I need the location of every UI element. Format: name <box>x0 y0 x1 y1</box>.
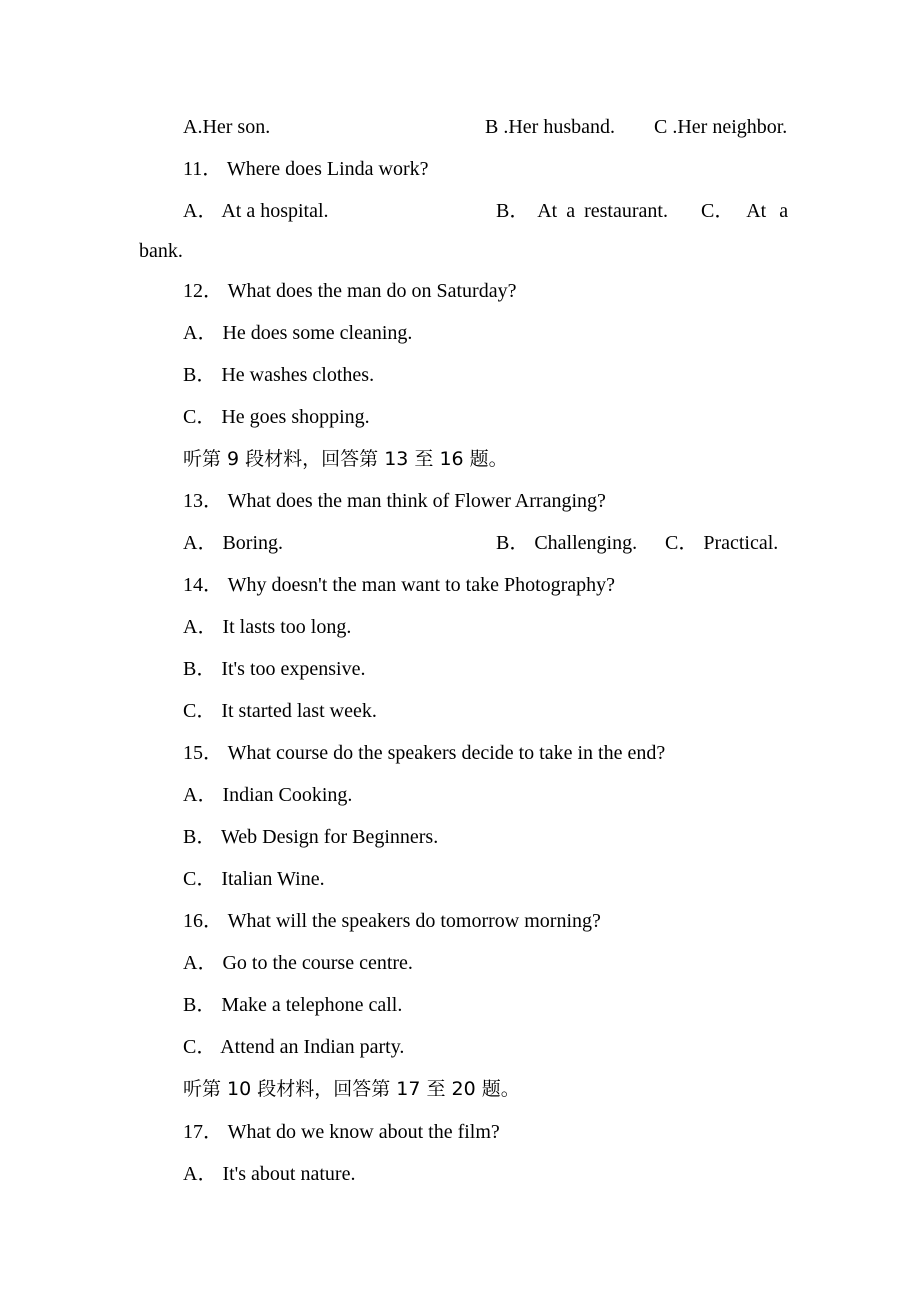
section-instruction-9 <box>0 444 920 474</box>
question-14 <box>0 570 920 600</box>
option-c: C． It started last week. <box>183 700 377 722</box>
question-text: 16． What will the speakers do tomorrow morning? <box>183 910 601 932</box>
option-a: A． It lasts too long. <box>183 616 352 638</box>
option-c: C． At a <box>701 200 789 222</box>
question-16 <box>0 906 920 936</box>
q14-option-b <box>0 654 920 684</box>
question-11 <box>0 154 920 184</box>
q16-option-a <box>0 948 920 978</box>
q10-options <box>0 112 920 142</box>
option-c: C． Italian Wine. <box>183 868 325 890</box>
q12-option-a <box>0 318 920 348</box>
q17-option-a <box>0 1159 920 1189</box>
option-b: B． It's too expensive. <box>183 658 366 680</box>
question-text: 15． What course do the speakers decide to take in the end? <box>183 742 666 764</box>
q13-options <box>0 528 920 558</box>
option-a: A． Indian Cooking. <box>183 784 353 806</box>
q15-option-c <box>0 864 920 894</box>
option-b: B． Make a telephone call. <box>183 994 403 1016</box>
option-b: B． Challenging. <box>496 532 638 554</box>
q15-option-a <box>0 780 920 810</box>
question-text: 14． Why doesn't the man want to take Photography? <box>183 574 616 596</box>
q16-option-b <box>0 990 920 1020</box>
option-c-wrap: bank. <box>139 240 183 262</box>
option-b: B． He washes clothes. <box>183 364 375 386</box>
question-13 <box>0 486 920 516</box>
option-b: B． At a restaurant. <box>496 200 668 222</box>
q12-option-b <box>0 360 920 390</box>
option-a: A． Boring. <box>183 532 283 554</box>
q16-option-c <box>0 1032 920 1062</box>
question-12 <box>0 276 920 306</box>
q12-option-c <box>0 402 920 432</box>
option-a: A． He does some cleaning. <box>183 322 413 344</box>
question-text: 11． Where does Linda work? <box>183 158 429 180</box>
question-text: 13． What does the man think of Flower Arranging? <box>183 490 606 512</box>
section-instruction-10 <box>0 1074 920 1104</box>
option-a: A． Go to the course centre. <box>183 952 413 974</box>
q14-option-a <box>0 612 920 642</box>
option-c: C .Her neighbor. <box>654 116 788 138</box>
option-b: B． Web Design for Beginners. <box>183 826 439 848</box>
q15-option-b <box>0 822 920 852</box>
question-text: 12． What does the man do on Saturday? <box>183 280 517 302</box>
q14-option-c <box>0 696 920 726</box>
q11-options <box>0 196 920 226</box>
q11-option-c-continued <box>0 236 920 266</box>
option-c: C． He goes shopping. <box>183 406 370 428</box>
option-a: A． It's about nature. <box>183 1163 356 1185</box>
question-15 <box>0 738 920 768</box>
instruction-text: 听第 10 段材料，回答第 17 至 20 题。 <box>183 1078 520 1100</box>
option-c: C． Practical. <box>665 532 779 554</box>
instruction-text: 听第 9 段材料，回答第 13 至 16 题。 <box>183 448 508 470</box>
option-a: A.Her son. <box>183 116 271 138</box>
question-text: 17． What do we know about the film? <box>183 1121 500 1143</box>
question-17 <box>0 1117 920 1147</box>
option-a: A． At a hospital. <box>183 200 329 222</box>
option-c: C． Attend an Indian party. <box>183 1036 405 1058</box>
option-b: B .Her husband. <box>485 116 615 138</box>
